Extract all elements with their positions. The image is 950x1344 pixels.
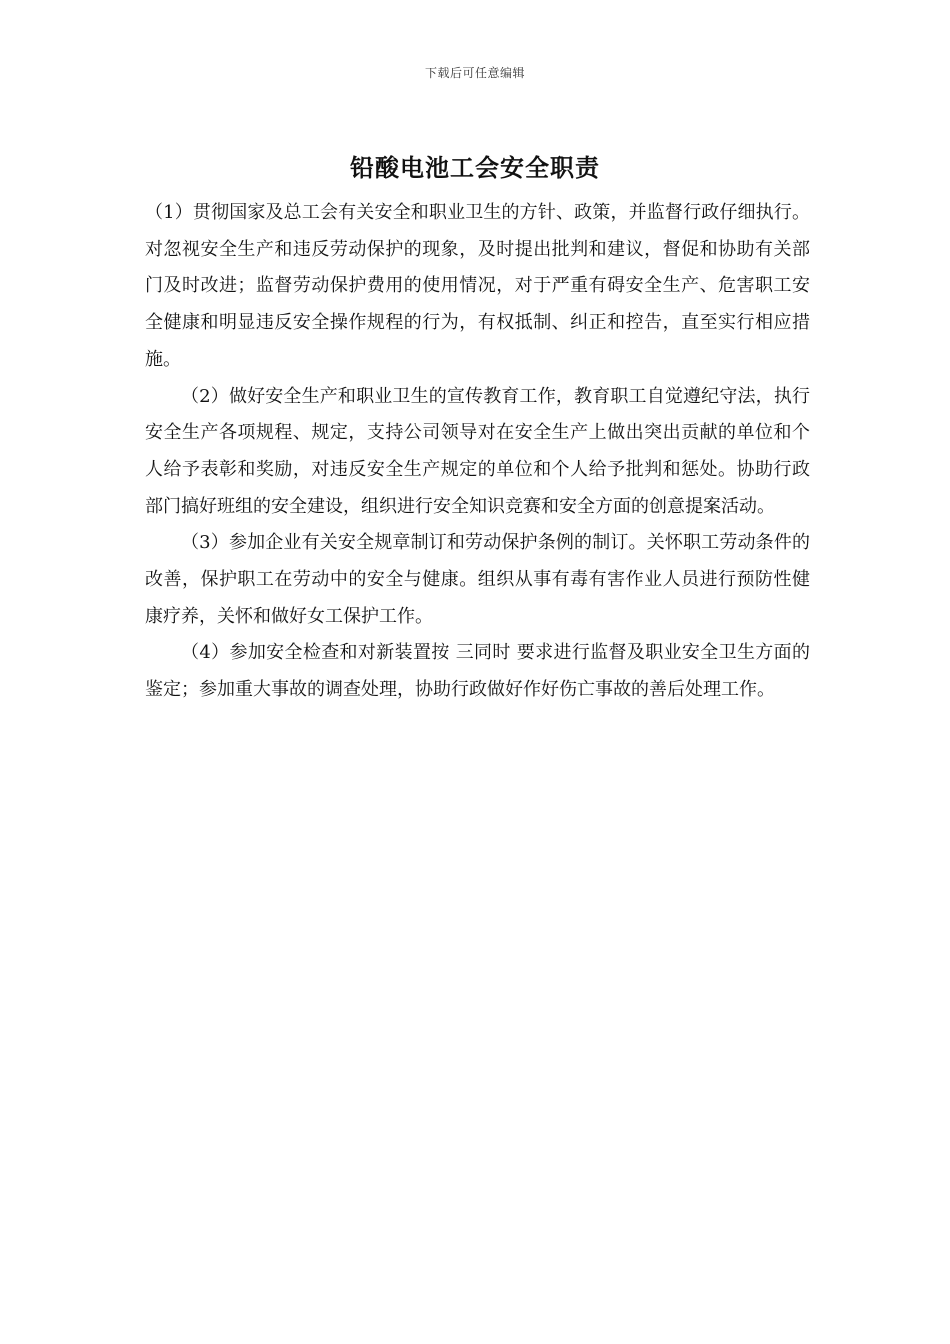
- paragraph-4: （4）参加安全检查和对新装置按 三同时 要求进行监督及职业安全卫生方面的鉴定；参加重大事故的调查处理，协助行政做好作好伤亡事故的善后处理工作。: [145, 642, 810, 701]
- paragraph-2: （2）做好安全生产和职业卫生的宣传教育工作，教育职工自觉遵纪守法，执行安全生产各项规程、规定，支持公司领导对在安全生产上做出突出贡献的单位和个人给予表彰和奖励，对违反安全生产规定的单位和个人给予批判和惩处。协助行政部门搞好班组的安全建设，组织进行安全知识竞赛和安全方面的创意提案活动。: [145, 385, 810, 517]
- paragraph-3: （3）参加企业有关安全规章制订和劳动保护条例的制订。关怀职工劳动条件的改善，保护职工在劳动中的安全与健康。组织从事有毒有害作业人员进行预防性健康疗养，关怀和做好女工保护工作。: [145, 532, 810, 627]
- paragraph-1: （1）贯彻国家及总工会有关安全和职业卫生的方针、政策，并监督行政仔细执行。对忽视安全生产和违反劳动保护的现象，及时提出批判和建议，督促和协助有关部门及时改进；监督劳动保护费用的使用情况，对于严重有碍安全生产、危害职工安全健康和明显违反安全操作规程的行为，有权抵制、纠正和控告，直至实行相应措施。: [145, 202, 810, 370]
- document-title: 铅酸电池工会安全职责: [350, 153, 600, 182]
- document-body: [145, 195, 810, 709]
- page-header: 下载后可任意编辑: [424, 66, 525, 80]
